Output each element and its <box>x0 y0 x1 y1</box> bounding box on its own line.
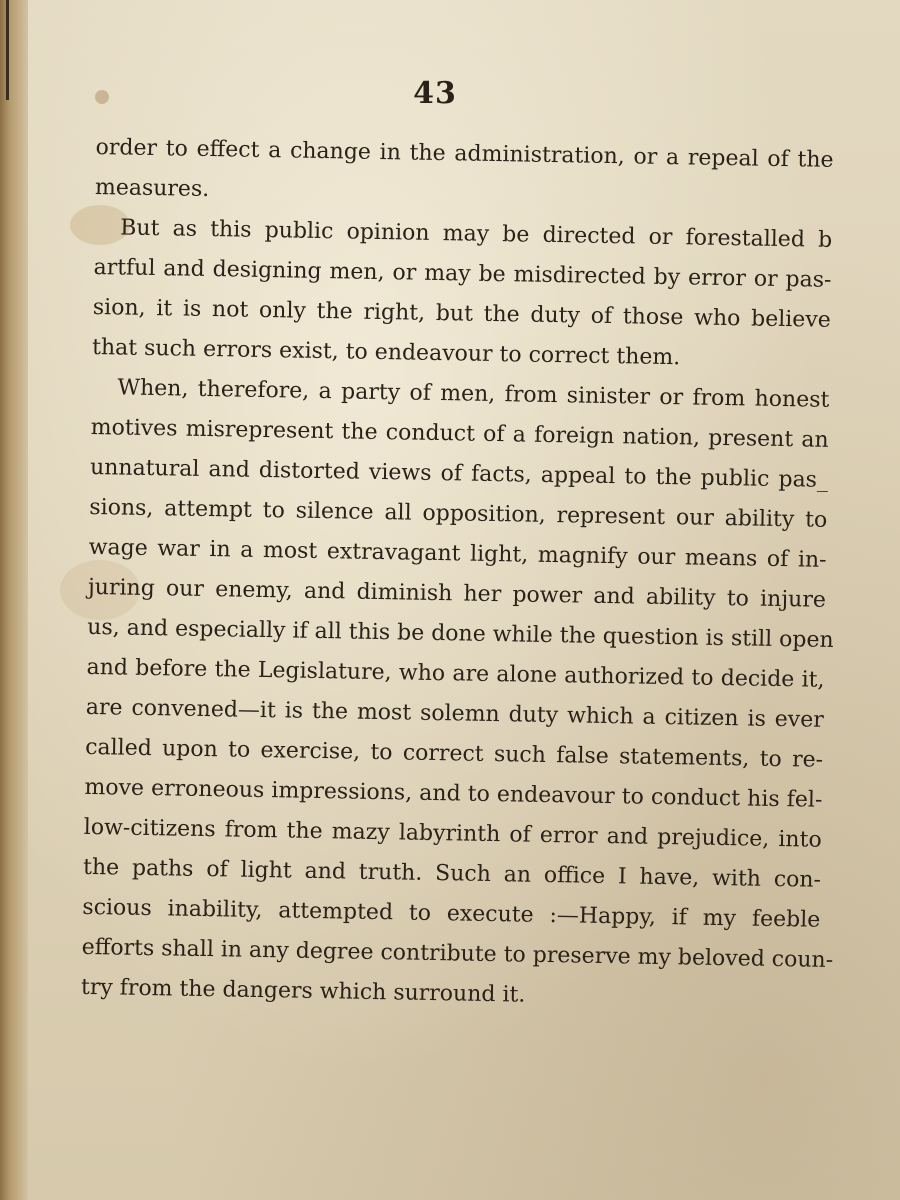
text-line: wage war in a most extravagant light, magnify our means of in- <box>88 534 827 573</box>
page-number: 43 <box>413 76 457 111</box>
text-line: measures. <box>94 174 210 202</box>
text-line: are convened—it is the most solemn duty which a citizen is ever <box>85 694 824 733</box>
book-gutter <box>0 0 28 1200</box>
text-line: move erroneous impressions, and to endeavour to conduct his fel- <box>84 774 823 813</box>
body-text <box>81 128 834 1021</box>
text-line: juring our enemy, and diminish her power and ability to injure <box>87 574 827 613</box>
binding-edge <box>6 0 9 100</box>
text-line: motives misrepresent the conduct of a foreign nation, present an <box>90 414 829 453</box>
foxing-stain <box>95 90 109 104</box>
text-line: sion, it is not only the right, but the duty of those who believe <box>92 294 831 333</box>
text-line: unnatural and distorted views of facts, appeal to the public pas_ <box>89 454 829 493</box>
text-line: sions, attempt to silence all opposition, represent our ability to <box>89 494 828 533</box>
text-line: But as this public opinion may be directed or forestalled b <box>120 215 833 253</box>
text-line: the paths of light and truth. Such an office I have, with con- <box>82 854 822 893</box>
text-line: efforts shall in any degree contribute to preserve my beloved coun- <box>81 934 834 973</box>
text-line: that such errors exist, to endeavour to correct them. <box>91 334 681 371</box>
text-line: low-citizens from the mazy labyrinth of error and prejudice, into <box>83 814 822 853</box>
text-line: artful and designing men, or may be misdirected by error or pas- <box>93 254 832 293</box>
text-line: and before the Legislature, who are alone authorized to decide it, <box>86 654 825 693</box>
text-line: us, and especially if all this be done while the question is still open <box>87 614 834 653</box>
text-line: order to effect a change in the administration, or a repeal of the <box>95 134 834 173</box>
text-line: try from the dangers which surround it. <box>80 974 526 1008</box>
text-line: scious inability, attempted to execute :—Happy, if my feeble <box>82 894 821 933</box>
text-line: called upon to exercise, to correct such false statements, to re- <box>84 734 824 773</box>
text-line: When, therefore, a party of men, from sinister or from honest <box>117 375 830 413</box>
